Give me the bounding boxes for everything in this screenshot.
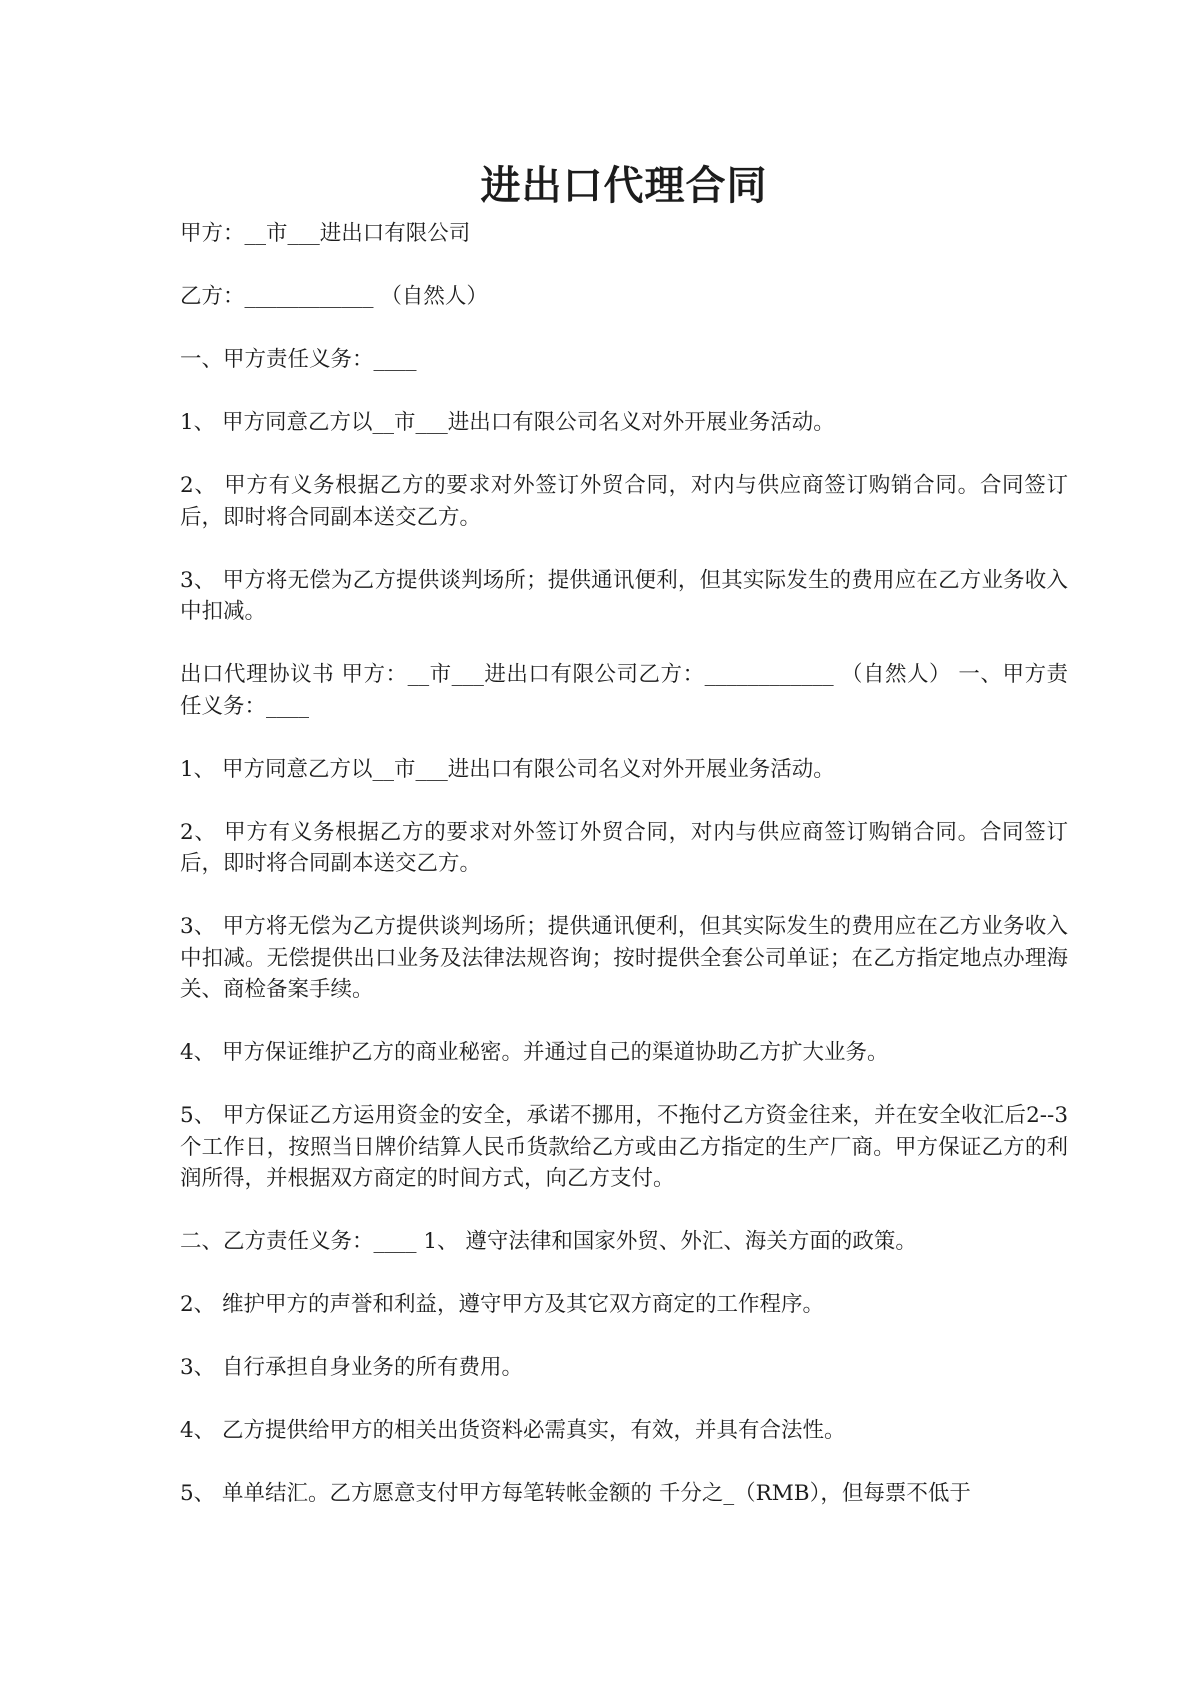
paragraph-15: 3、 自行承担自身业务的所有费用。 — [180, 1355, 524, 1380]
paragraph-3: 一、甲方责任义务：____ — [180, 347, 417, 372]
paragraph-6: 3、 甲方将无偿为乙方提供谈判场所；提供通讯便利，但其实际发生的费用应在乙方业务收入中扣减。 — [180, 567, 1068, 624]
paragraph-12: 5、 甲方保证乙方运用资金的安全，承诺不挪用，不拖付乙方资金往来，并在安全收汇后2--3 个工作日，按照当日牌价结算人民币货款给乙方或由乙方指定的生产厂商。甲方保证乙方的利润所得，并根据双方商定的时间方式，向乙方支付。 — [180, 1103, 1068, 1191]
paragraph-11: 4、 甲方保证维护乙方的商业秘密。并通过自己的渠道协助乙方扩大业务。 — [180, 1040, 889, 1065]
paragraph-13: 二、乙方责任义务：____ 1、 遵守法律和国家外贸、外汇、海关方面的政策。 — [180, 1229, 917, 1254]
paragraph-14: 2、 维护甲方的声誉和利益，遵守甲方及其它双方商定的工作程序。 — [180, 1292, 825, 1317]
paragraph-9: 2、 甲方有义务根据乙方的要求对外签订外贸合同，对内与供应商签订购销合同。合同签订后，即时将合同副本送交乙方。 — [180, 819, 1068, 876]
paragraph-10: 3、 甲方将无偿为乙方提供谈判场所；提供通讯便利，但其实际发生的费用应在乙方业务收入中扣减。无偿提供出口业务及法律法规咨询；按时提供全套公司单证；在乙方指定地点办理海关、商检备案手续。 — [180, 914, 1068, 1002]
document-title: 进出口代理合同 — [480, 162, 768, 209]
paragraph-2: 乙方：____________ （自然人） — [180, 284, 488, 309]
paragraph-17: 5、 单单结汇。乙方愿意支付甲方每笔转帐金额的 千分之_（RMB），但每票不低于 — [180, 1481, 971, 1506]
paragraph-4: 1、 甲方同意乙方以__市___进出口有限公司名义对外开展业务活动。 — [180, 410, 835, 435]
paragraph-1: 甲方：__市___进出口有限公司 — [180, 221, 471, 246]
paragraph-8: 1、 甲方同意乙方以__市___进出口有限公司名义对外开展业务活动。 — [180, 756, 835, 782]
document-body — [180, 218, 1068, 1510]
paragraph-16: 4、 乙方提供给甲方的相关出货资料必需真实，有效，并具有合法性。 — [180, 1418, 846, 1443]
paragraph-5: 2、 甲方有义务根据乙方的要求对外签订外贸合同，对内与供应商签订购销合同。合同签订后，即时将合同副本送交乙方。 — [180, 473, 1068, 530]
paragraph-7: 出口代理协议书 甲方：__市___进出口有限公司乙方：____________ （自然人） 一、甲方责任义务：____ — [180, 662, 1068, 719]
